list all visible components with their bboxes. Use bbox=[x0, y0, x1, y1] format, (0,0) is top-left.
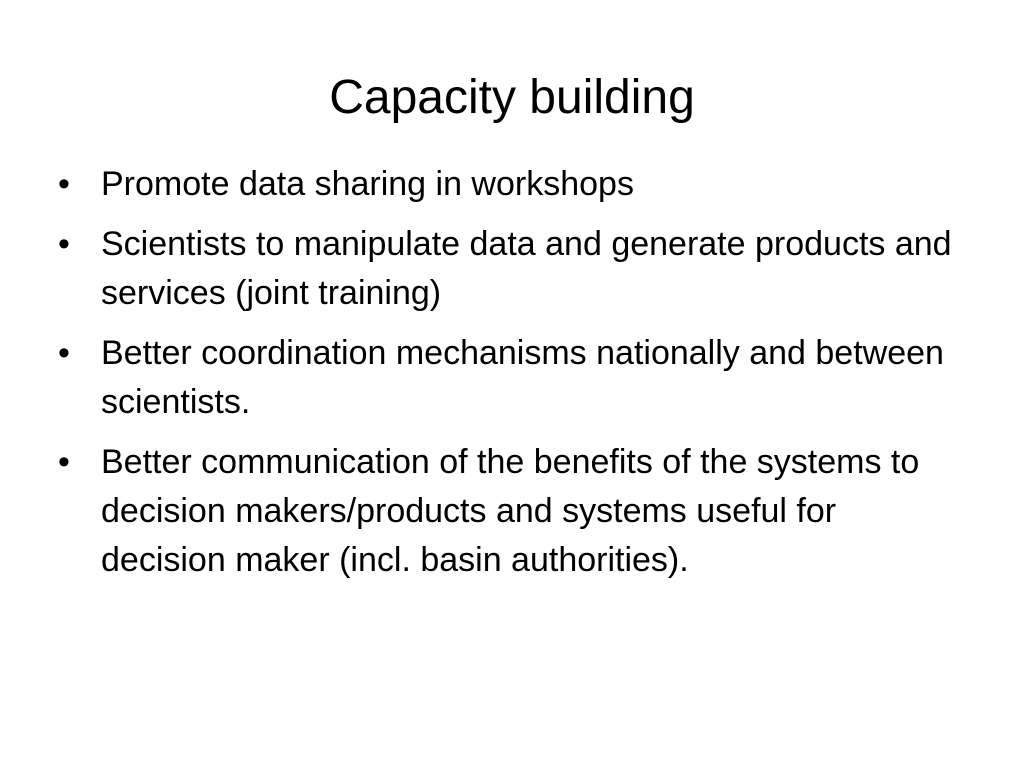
bullet-marker: • bbox=[58, 225, 70, 263]
bullet-item bbox=[58, 438, 958, 585]
bullet-text: Promote data sharing in workshops bbox=[101, 165, 634, 203]
bullet-marker: • bbox=[58, 443, 70, 481]
bullet-item bbox=[58, 160, 958, 209]
slide-title: Capacity building bbox=[329, 71, 695, 124]
bullet-marker: • bbox=[58, 334, 70, 372]
bullet-marker: • bbox=[58, 165, 70, 203]
bullet-item bbox=[58, 220, 958, 318]
bullet-text: Better coordination mechanisms nationally and between scientists. bbox=[101, 334, 944, 421]
bullet-text: Scientists to manipulate data and generate products and services (joint training) bbox=[101, 225, 952, 312]
bullet-list bbox=[58, 160, 958, 596]
bullet-item bbox=[58, 329, 958, 427]
bullet-text: Better communication of the benefits of the systems to decision makers/products and systems useful for decision maker (incl. basin authorities). bbox=[101, 443, 920, 579]
